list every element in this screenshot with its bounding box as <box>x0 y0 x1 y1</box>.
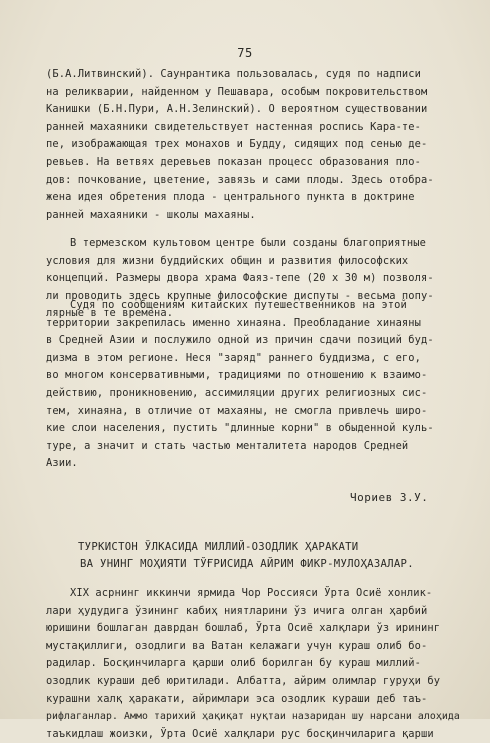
text-line: (Б.А.Литвинский). Саунрантика пользовалась, судя по надписи <box>46 68 421 80</box>
text-line: мустақиллиги, озодлиги ва Ватан келажаги учун кураш олиб бо- <box>46 639 428 652</box>
section-paragraph <box>46 585 464 743</box>
text-line: территории закрепилась именно хинаяна. Преобладание хинаяны <box>46 316 421 329</box>
section-heading-line-1: ТУРКИСТОН ЎЛКАСИДА МИЛЛИЙ-ОЗОДЛИК ҲАРАКАТИ <box>78 541 359 553</box>
text-line: Канишки (Б.Н.Пури, А.Н.Зелинский). О вероятном существовании <box>46 103 428 116</box>
text-line: в Средней Азии и послужило одной из причин сдачи позиций буд- <box>46 334 434 347</box>
text-line: лярные в те времена. <box>46 307 174 320</box>
text-line: концепций. Размеры двора храма Фаяз-тепе (20 х 30 м) позволя- <box>46 272 434 285</box>
text-line: Азии. <box>46 457 78 470</box>
page-number: 75 <box>237 46 253 60</box>
text-line: пе, изображающая трех монахов и Будду, сидящих под сенью де- <box>46 138 428 151</box>
text-line: лари ҳудудига ўзининг кабиҳ ниятларини ўз ичига олган ҳарбий <box>46 604 428 617</box>
text-line: жена идея обретения плода - центрального пункта в доктрине <box>46 191 415 204</box>
text-line: дизма в этом регионе. Неся "заряд" раннего буддизма, с его, <box>46 351 421 364</box>
text-line: радилар. Босқинчиларга қарши олиб борилган бу кураш миллий- <box>46 657 421 670</box>
text-line: дов: почкование, цветение, завязь и сами плоды. Здесь отобра- <box>46 173 434 186</box>
text-line: действию, проникновению, ассимиляции других религиозных сис- <box>46 386 428 399</box>
section-heading-line-2: ВА УНИНГ МОҲИЯТИ ТЎҒРИСИДА АЙРИМ ФИКР-МУЛОҲАЗАЛАР. <box>80 558 414 570</box>
text-line: на реликварии, найденном у Пешавара, особым покровительством <box>46 85 428 98</box>
text-line: ранней махаяники - школы махаяны. <box>46 208 256 221</box>
text-line: туре, а значит и стать частью менталитета народов Средней <box>46 439 409 452</box>
text-line: таъкидлаш жоизки, Ўрта Осиё халқлари рус босқинчиларига қарши <box>46 727 434 740</box>
text-line: кие слои населения, пустить "длинные корни" в обыденной куль- <box>46 422 434 435</box>
text-line: ли проводить здесь крупные философские диспуты - весьма попу- <box>46 289 434 302</box>
text-line: озодлик кураши деб юритилади. Албатта, айрим олимлар гуруҳи бу <box>46 674 441 687</box>
text-line: ревьев. На ветвях деревьев показан процесс образования пло- <box>46 155 421 168</box>
paragraph-1 <box>46 66 464 224</box>
text-line: рифлаганлар. Аммо тарихий ҳақиқат нуқтаи назаридан шу нарсани алоҳида <box>46 711 460 723</box>
text-line: юришини бошлаган даврдан бошлаб, Ўрта Осиё халқлари ўз ирининг <box>46 622 441 635</box>
text-line: ранней махаяники свидетельствует настенная роспись Кара-те- <box>46 120 421 133</box>
text-line: курашни халқ ҳаракати, айримлари эса озодлик кураши деб таъ- <box>46 692 428 705</box>
text-line: В термезском культовом центре были созданы благоприятные <box>70 237 426 249</box>
paragraph-3 <box>46 297 464 473</box>
text-line: XIX асрнинг иккинчи ярмида Чор Россияси Ўрта Осиё хонлик- <box>70 587 433 599</box>
text-line: условия для жизни буддийских общин и развития философских <box>46 254 409 267</box>
text-line: во многом консервативными, традициями по отношению к взаимо- <box>46 369 428 382</box>
author-signature: Чориев З.У. <box>350 491 429 504</box>
text-line: тем, хинаяна, в отличие от махаяны, не смогла привлечь широ- <box>46 404 428 417</box>
text-line: Судя по сообщениям китайских путешественников на этой <box>70 299 407 311</box>
